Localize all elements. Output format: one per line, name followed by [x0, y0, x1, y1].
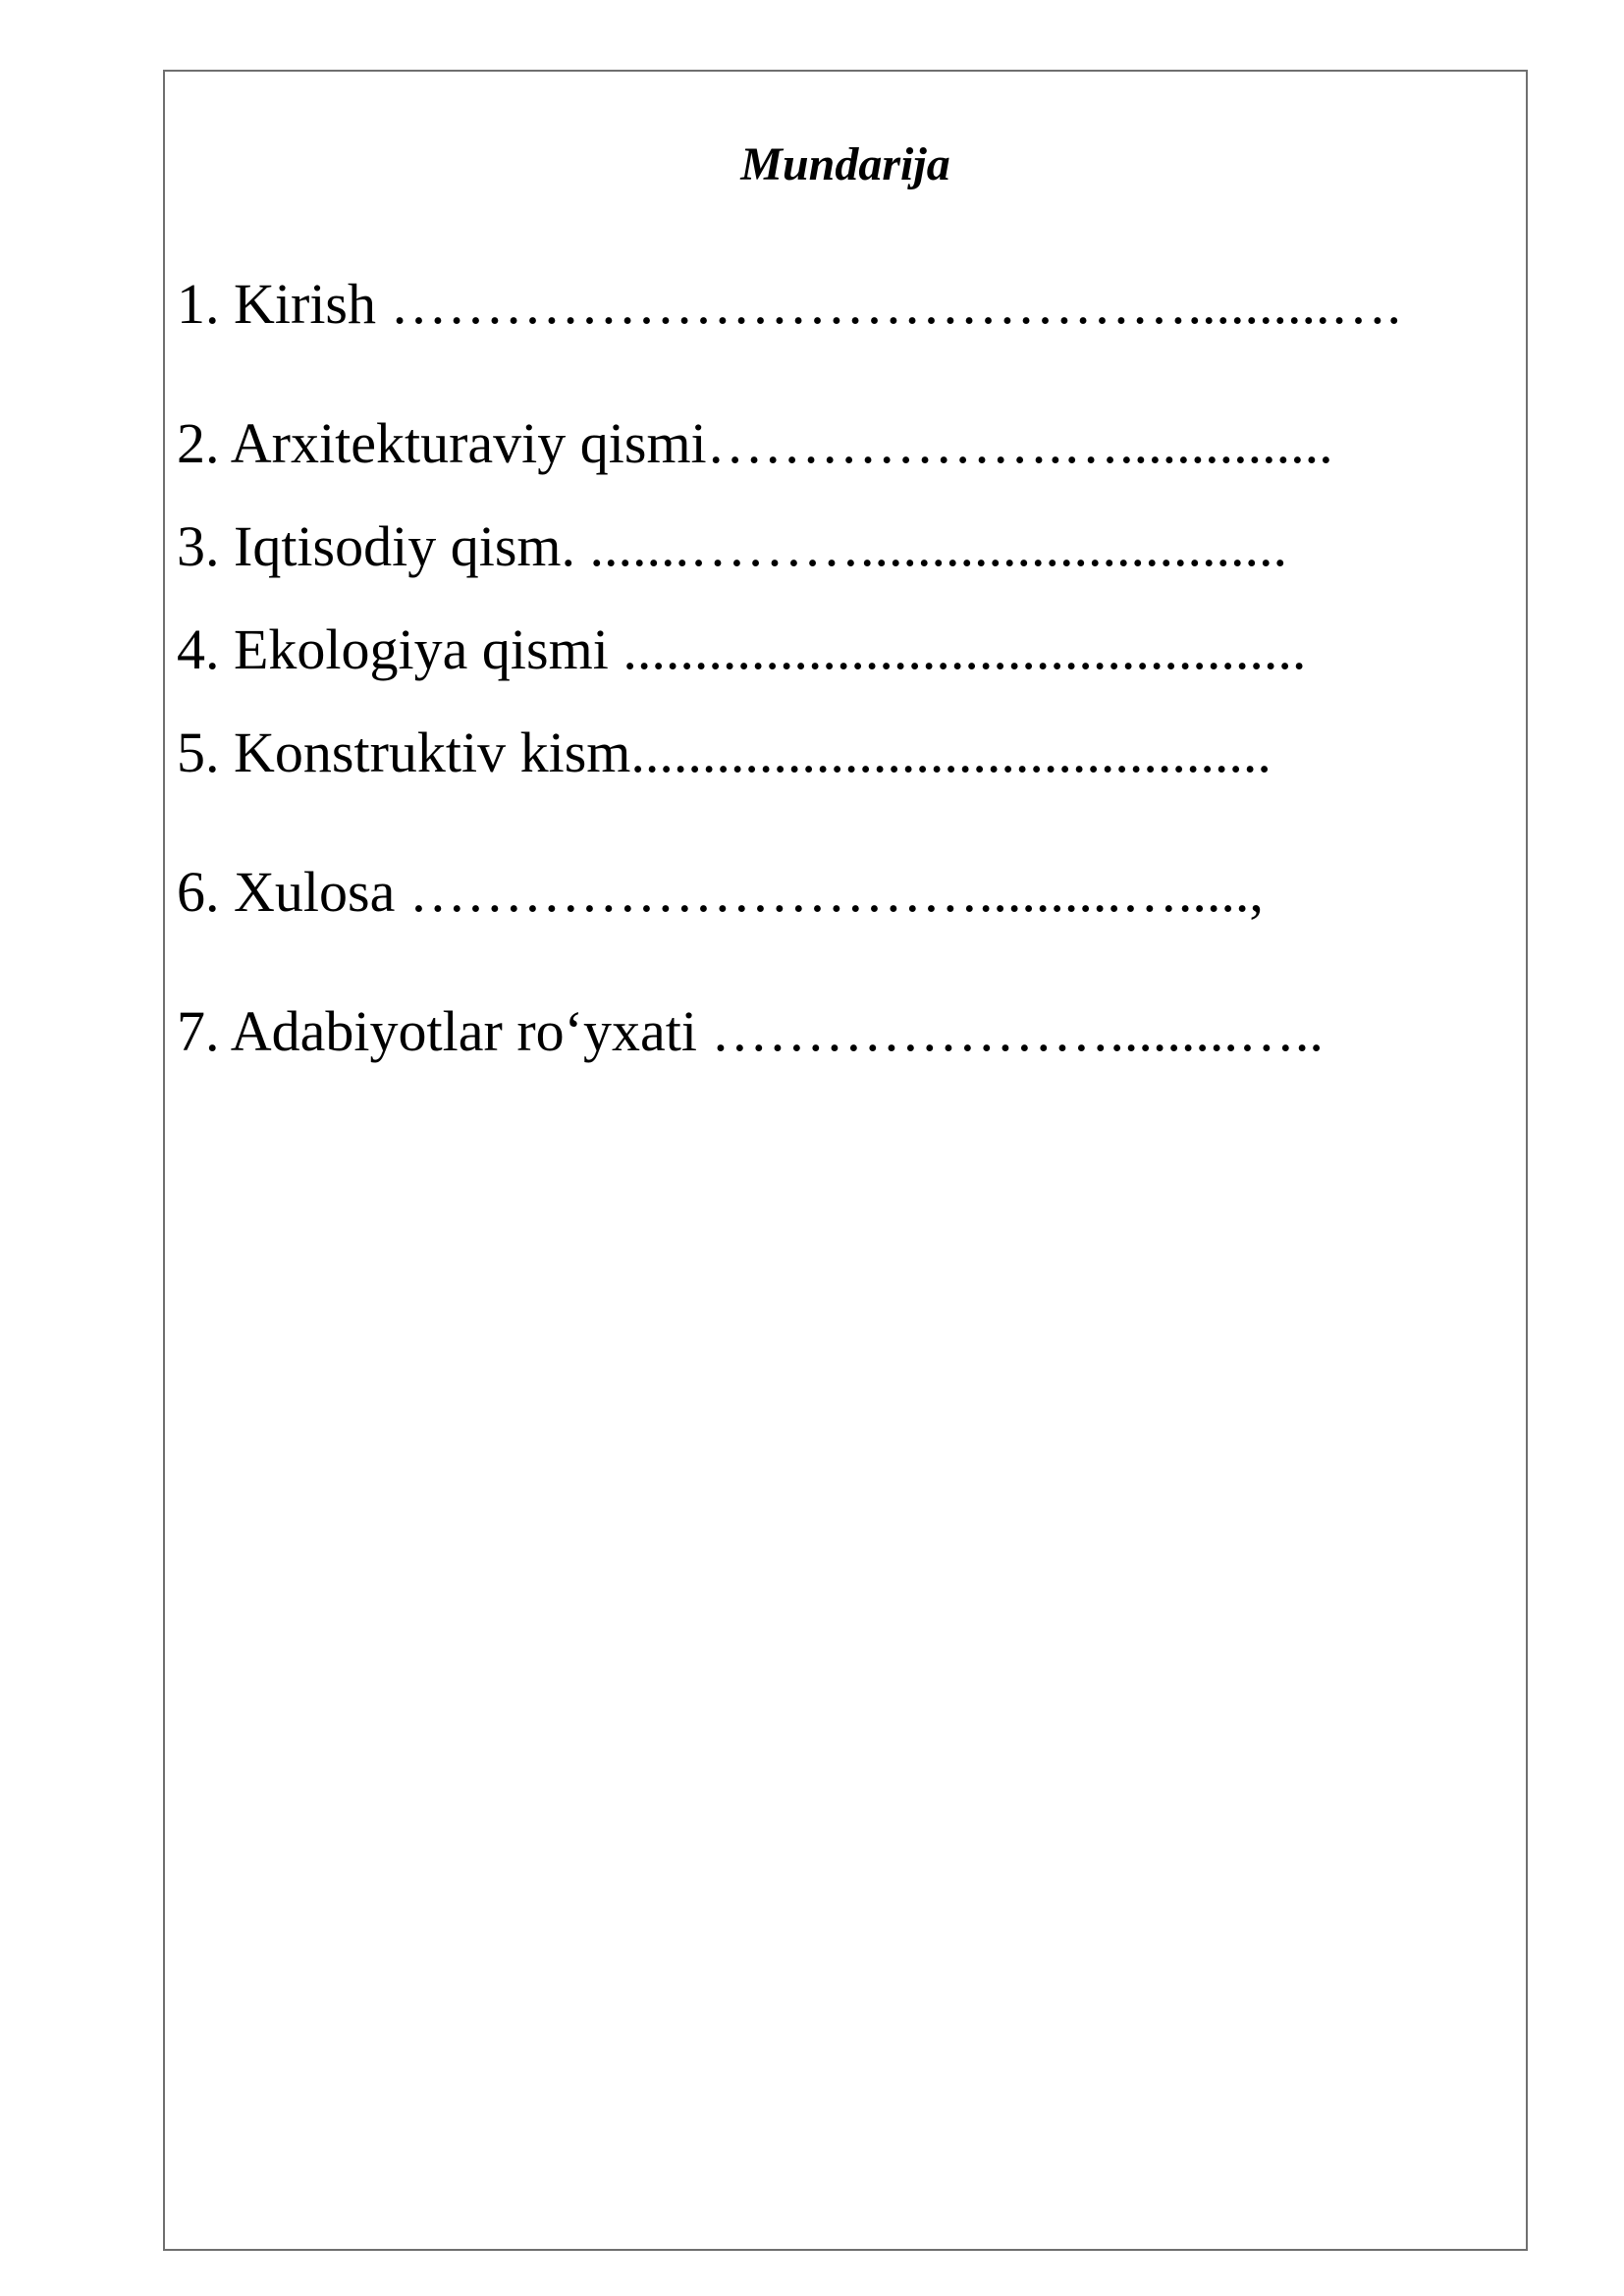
page-frame: [163, 70, 1528, 2251]
toc-title: Mundarija: [740, 138, 950, 190]
toc-entry-references: 7. Adabiyotlar ro‘yxati ………………….........…..: [177, 999, 1324, 1063]
toc-entry-ecology: 4. Ekologiya qismi ................................................: [177, 617, 1307, 681]
toc-entry-introduction: 1. Kirish ……………………………………..........….: [177, 272, 1401, 336]
toc-entry-economics: 3. Iqtisodiy qism. .......………..............................: [177, 514, 1288, 578]
toc-entry-architecture: 2. Arxitekturaviy qismi……………….…...............: [177, 411, 1333, 475]
toc-entry-construction: 5. Konstruktiv kism.............................................: [177, 721, 1272, 784]
toc-entry-conclusion: 6. Xulosa …………………………..........….....,: [177, 860, 1264, 924]
